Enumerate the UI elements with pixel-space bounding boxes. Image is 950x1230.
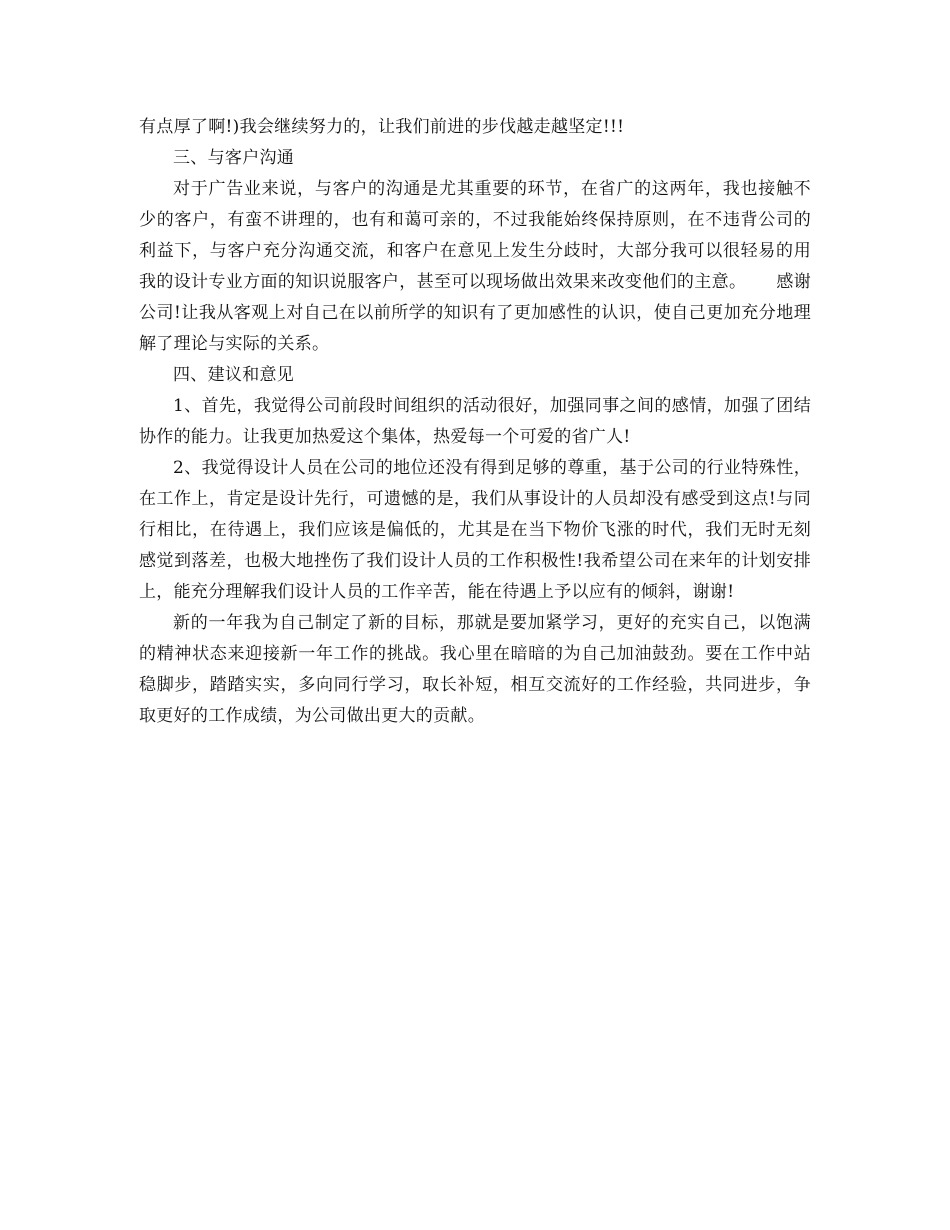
document-body — [139, 112, 811, 732]
section-heading-suggestions: 四、建议和意见 — [173, 365, 295, 385]
paragraph-suggestion-2: 2、我觉得设计人员在公司的地位还没有得到足够的尊重，基于公司的行业特殊性，在工作上，肯定是设计先行，可遗憾的是，我们从事设计的人员却没有感受到这点!与同行相比，在待遇上，我们应该是偏低的，尤其是在当下物价飞涨的时代，我们无时无刻感觉到落差，也极大地挫伤了我们设计人员的工作积极性!我希望公司在来年的计划安排上，能充分理解我们设计人员的工作辛苦，能在待遇上予以应有的倾斜，谢谢! — [139, 458, 811, 602]
paragraph-new-year-goals: 新的一年我为自己制定了新的目标，那就是要加紧学习，更好的充实自己，以饱满的精神状态来迎接新一年工作的挑战。我心里在暗暗的为自己加油鼓劲。要在工作中站稳脚步，踏踏实实，多向同行学习，取长补短，相互交流好的工作经验，共同进步，争取更好的工作成绩，为公司做出更大的贡献。 — [139, 613, 811, 726]
paragraph-suggestion-1: 1、首先，我觉得公司前段时间组织的活动很好，加强同事之间的感情，加强了团结协作的能力。让我更加热爱这个集体，热爱每一个可爱的省广人! — [139, 396, 811, 447]
paragraph-customer-communication-text: 对于广告业来说，与客户的沟通是尤其重要的环节，在省广的这两年，我也接触不少的客户，有蛮不讲理的，也有和蔼可亲的，不过我能始终保持原则，在不违背公司的利益下，与客户充分沟通交流，和客户在意见上发生分歧时，大部分我可以很轻易的用我的设计专业方面的知识说服客户，甚至可以现场做出效果来改变他们的主意。 — [139, 179, 811, 292]
paragraph-thanks-company: 感谢公司!让我从客观上对自己在以前所学的知识有了更加感性的认识，使自己更加充分地理解了理论与实际的关系。 — [139, 272, 811, 354]
paragraph-continuation: 有点厚了啊!)我会继续努力的，让我们前进的步伐越走越坚定!!! — [139, 117, 625, 137]
section-heading-customer-communication: 三、与客户沟通 — [173, 148, 295, 168]
paragraph-customer-communication — [139, 174, 811, 360]
